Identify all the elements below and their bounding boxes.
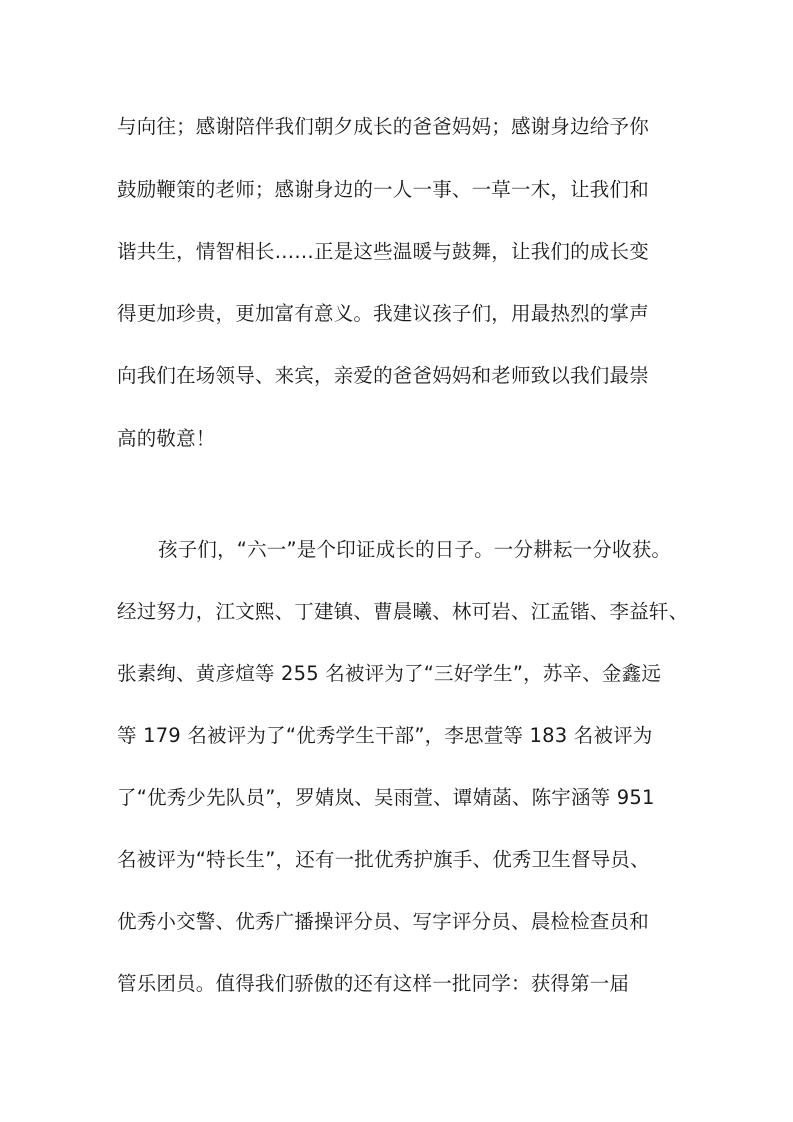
paragraph-2-line-8: 管乐团员。值得我们骄傲的还有这样一批同学：获得第一届 [117, 972, 630, 995]
paragraph-2-line-1: 孩子们，“六一”是个印证成长的日子。一分耕耘一分收获。 [158, 538, 672, 561]
paragraph-1-line-4: 得更加珍贵，更加富有意义。我建议孩子们，用最热烈的掌声 [117, 302, 649, 325]
paragraph-1-line-5: 向我们在场领导、来宾，亲爱的爸爸妈妈和老师致以我们最崇 [117, 364, 649, 387]
paragraph-1-line-6: 高的敬意！ [117, 427, 216, 450]
paragraph-2-line-6: 名被评为“特长生”，还有一批优秀护旗手、优秀卫生督导员、 [117, 848, 650, 871]
paragraph-2-line-5: 了“优秀少先队员”，罗婧岚、吴雨萱、谭婧菡、陈宇涵等 951 [117, 786, 655, 809]
paragraph-2-line-3: 张素绚、黄彦煊等 255 名被评为了“三好学生”，苏辛、金鑫远 [117, 662, 662, 685]
paragraph-2-line-4: 等 179 名被评为了“优秀学生干部”，李思萱等 183 名被评为 [117, 724, 653, 747]
paragraph-2-line-2: 经过努力，江文熙、丁建镇、曹晨曦、林可岩、江孟锴、李益轩、 [117, 600, 689, 623]
paragraph-1-line-3: 谐共生，情智相长……正是这些温暖与鼓舞，让我们的成长变 [117, 240, 649, 263]
paragraph-2-line-7: 优秀小交警、优秀广播操评分员、写字评分员、晨检检查员和 [117, 910, 649, 933]
paragraph-1-line-1: 与向往；感谢陪伴我们朝夕成长的爸爸妈妈；感谢身边给予你 [117, 115, 649, 138]
paragraph-1-line-2: 鼓励鞭策的老师；感谢身边的一人一事、一草一木，让我们和 [117, 178, 649, 201]
